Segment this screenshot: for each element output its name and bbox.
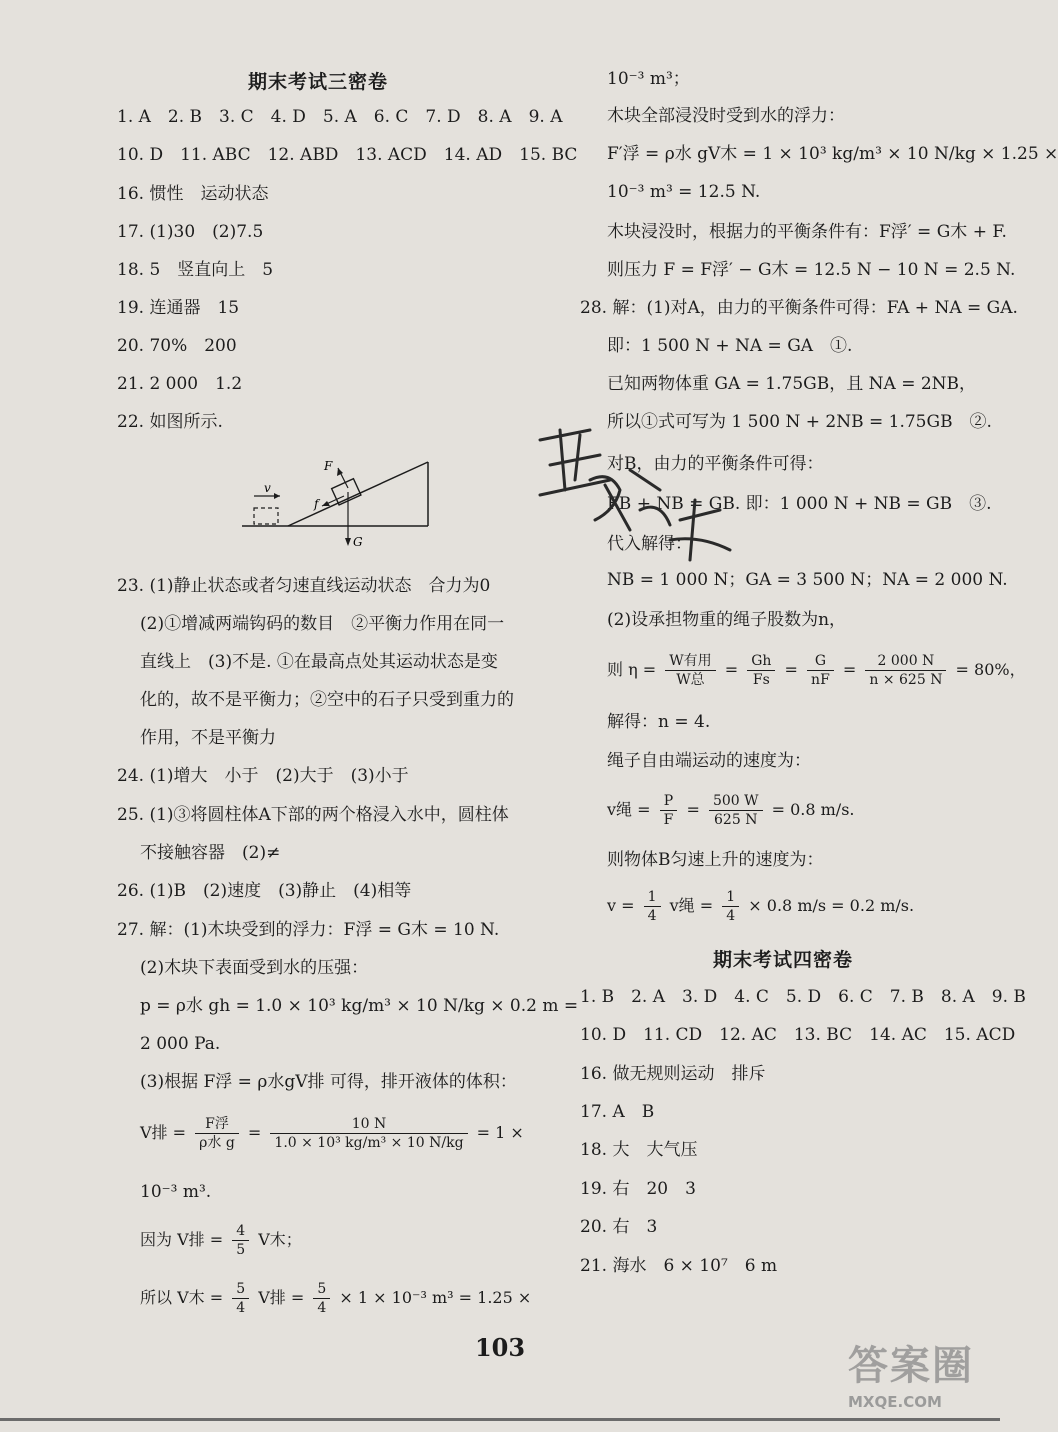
answer-line: 10⁻³ m³ = 12.5 N. [607,182,761,202]
formula-v-pai: V排 = $\frac{\text{F浮}}{\text{ρ水 g}}$ = $\frac{10 N}{\text{1.0 × 10³ kg/m³ × 10 N/kg}}$ = 1 × [140,1116,524,1151]
answer-line: 1. A 2. B 3. C 4. D 5. A 6. C 7. D 8. A 9. A [117,107,563,127]
formula-text: V排 = [140,1123,187,1142]
answer-line: 作用，不是平衡力 [140,728,276,748]
formula-v-b: v = $\frac{1}{4}$ v绳 = $\frac{1}{4}$ × 0.8 m/s = 0.2 m/s. [607,889,915,924]
formula-text: = 1 × [476,1123,524,1142]
fraction: $\frac{\text{F浮}}{\text{ρ水 g}}$ [195,1115,239,1152]
answer-line: 对B，由力的平衡条件可得： [607,454,824,474]
answer-line: 16. 惯性 运动状态 [117,184,269,204]
answer-line: 2 000 Pa. [140,1034,221,1054]
fraction: $\frac{P}{F}$ [660,792,678,829]
answer-line: 27. 解：(1)木块受到的浮力：F浮 = G木 = 10 N. [117,920,500,940]
answer-line: 20. 右 3 [580,1217,658,1237]
answer-line: 木块全部浸没时受到水的浮力： [607,106,845,126]
answer-line: 28. 解：(1)对A，由力的平衡条件可得：FA + NA = GA. [580,298,1018,318]
answer-line: 即：1 500 N + NA = GA ①. [607,336,853,356]
answer-line: 1. B 2. A 3. D 4. C 5. D 6. C 7. B 8. A 9. B [580,987,1026,1007]
handwritten-annotation [520,410,760,580]
answer-line: 19. 连通器 15 [117,298,240,318]
answer-line: 26. (1)B (2)速度 (3)静止 (4)相等 [117,881,412,901]
fraction: $\frac{5}{4}$ [232,1280,249,1317]
fraction: $\frac{500 W}{625 N}$ [709,792,763,829]
watermark [848,1340,988,1425]
answer-line: F′浮 = ρ水 gV木 = 1 × 10³ kg/m³ × 10 N/kg × 1.25 × [607,144,1058,164]
answer-line: p = ρ水 gh = 1.0 × 10³ kg/m³ × 10 N/kg × 0.2 m = [140,996,579,1016]
answer-line: 则物体B匀速上升的速度为： [607,850,824,870]
fraction: $\frac{\text{W有用}}{\text{W总}}$ [665,652,715,689]
answer-line: 25. (1)③将圆柱体A下部的两个格浸入水中，圆柱体 [117,805,509,825]
answer-line: 18. 大 大气压 [580,1140,698,1160]
fraction: $\frac{10 N}{\text{1.0 × 10³ kg/m³ × 10 N/kg}}$ [270,1115,467,1152]
fraction: $\frac{1}{4}$ [644,888,661,925]
answer-line: (2)木块下表面受到水的压强： [140,958,369,978]
answer-line: (2)①增减两端钩码的数目 ②平衡力作用在同一 [140,614,505,634]
answer-line: 10. D 11. CD 12. AC 13. BC 14. AC 15. ACD [580,1025,1016,1045]
answer-line: 10⁻³ m³. [140,1182,212,1202]
formula-so: 所以 V木 = $\frac{5}{4}$ V排 = $\frac{5}{4}$ × 1 × 10⁻³ m³ = 1.25 × [140,1281,532,1316]
answer-line: 24. (1)增大 小于 (2)大于 (3)小于 [117,766,409,786]
answer-line: 已知两物体重 GA = 1.75GB，且 NA = 2NB， [607,374,977,394]
answer-line: 解得：n = 4. [607,712,711,732]
answer-line: 直线上 (3)不是. ①在最高点处其运动状态是变 [140,652,498,672]
label-G: G [353,535,363,549]
fraction: $\frac{2 000 N}{n \times 625 N}$ [865,652,946,689]
answer-line: 23. (1)静止状态或者匀速直线运动状态 合力为0 [117,576,491,596]
section-heading-right: 期末考试四密卷 [713,949,854,971]
answer-line: 19. 右 20 3 [580,1179,696,1199]
answer-line: 21. 海水 6 × 10⁷ 6 m [580,1256,778,1276]
label-F: F [324,459,333,473]
fraction: $\frac{5}{4}$ [313,1280,330,1317]
answer-line: 20. 70% 200 [117,336,237,356]
label-f: f [314,497,319,511]
formula-v-rope: v绳 = $\frac{P}{F}$ = $\frac{500 W}{625 N}$ = 0.8 m/s. [607,793,855,828]
answer-line: 21. 2 000 1.2 [117,374,243,394]
answer-line: 不接触容器 (2)≠ [140,843,281,863]
fraction: $\frac{Gh}{Fs}$ [747,652,775,689]
fraction: $\frac{1}{4}$ [722,888,739,925]
answer-line: 化的，故不是平衡力；②空中的石子只受到重力的 [140,690,514,710]
fraction: $\frac{4}{5}$ [232,1222,249,1259]
watermark-domain: MXQE.COM [848,1393,942,1411]
watermark-logo: 答案圈 [848,1343,974,1389]
answer-line: 代入解得： [607,534,692,554]
formula-eta: 则 η = $\frac{\text{W有用}}{\text{W总}}$ = $\frac{Gh}{Fs}$ = $\frac{G}{nF}$ = $\frac{2 000 N}{n \times 625 N}$ = 80%， [607,653,1026,688]
answer-line: (2)设承担物重的绳子股数为n， [607,610,847,630]
answer-line: 10⁻³ m³； [607,69,690,89]
answer-line: 绳子自由端运动的速度为： [607,751,811,771]
answer-line: 则压力 F = F浮′ − G木 = 12.5 N − 10 N = 2.5 N. [607,260,1016,280]
label-v: v [264,481,271,495]
answer-line: 22. 如图所示. [117,412,223,432]
answer-line: 18. 5 竖直向上 5 [117,260,274,280]
answer-line: 木块浸没时，根据力的平衡条件有：F浮′ = G木 + F. [607,222,1007,242]
answer-line: 所以①式可写为 1 500 N + 2NB = 1.75GB ②. [607,412,992,432]
answer-line: 16. 做无规则运动 排斥 [580,1064,766,1084]
formula-because: 因为 V排 = $\frac{4}{5}$ V木； [140,1223,302,1258]
answer-line: FB + NB = GB. 即：1 000 N + NB = GB ③. [607,494,992,514]
answer-line: 17. (1)30 (2)7.5 [117,222,264,242]
answer-line: 10. D 11. ABC 12. ABD 13. ACD 14. AD 15. BC [117,145,578,165]
incline-force-diagram [238,452,438,552]
fraction: $\frac{G}{nF}$ [807,652,834,689]
answer-line: (3)根据 F浮 = ρ水gV排 可得，排开液体的体积： [140,1072,517,1092]
page-number: 103 [474,1333,526,1362]
answer-line: 17. A B [580,1102,655,1122]
section-heading-left: 期末考试三密卷 [248,71,389,93]
answer-line: NB = 1 000 N；GA = 3 500 N；NA = 2 000 N. [607,570,1008,590]
